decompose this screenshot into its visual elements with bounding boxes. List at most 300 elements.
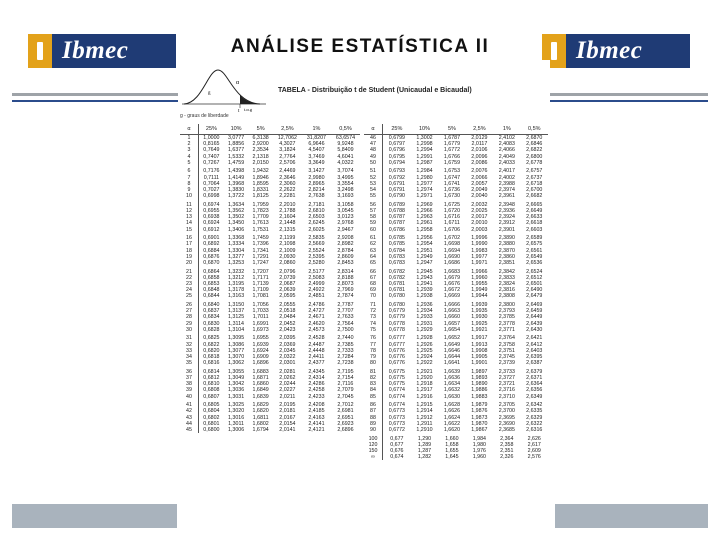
degrees-of-freedom-cell: 78 xyxy=(364,348,383,354)
critical-value-cell: 2,326 xyxy=(500,454,514,461)
degrees-of-freedom-cell: 1 xyxy=(180,135,199,142)
degrees-of-freedom-cell: 46 xyxy=(364,135,383,142)
critical-value-cell: 2,3705 xyxy=(498,402,515,409)
critical-value-cell: 2,6364 xyxy=(526,381,543,388)
column-header-level: 0,5% xyxy=(331,124,360,135)
critical-value-cell: 2,7969 xyxy=(337,287,354,294)
critical-value-cell: 2,4286 xyxy=(308,381,325,388)
degrees-of-freedom-cell: 88 xyxy=(364,415,383,421)
critical-value-cell: 2,4487 xyxy=(308,341,325,348)
degrees-of-freedom-cell: 86 xyxy=(364,400,383,409)
critical-value-cell: 0,6780 xyxy=(388,293,405,300)
degrees-of-freedom-cell: 67 xyxy=(364,275,383,281)
critical-value-cell: 2,0739 xyxy=(279,274,296,281)
critical-value-cell: 2,3880 xyxy=(498,241,515,248)
critical-value-cell: 1,8125 xyxy=(252,193,269,200)
critical-value-cell: 1,6686 xyxy=(443,260,461,267)
column-header-level: 10% xyxy=(224,124,249,135)
critical-value-cell: 2,5524 xyxy=(308,247,325,254)
column-header-alpha: α xyxy=(364,124,383,135)
critical-value-cell: 1,660 xyxy=(445,435,459,442)
critical-value-cell: 1,2954 xyxy=(416,241,433,248)
degrees-of-freedom-cell: 30 xyxy=(180,327,199,333)
critical-value-cell: 2,8214 xyxy=(308,187,325,194)
degrees-of-freedom-cell: 100 xyxy=(364,433,383,442)
critical-value-cell: 2,3961 xyxy=(498,193,515,200)
ibmec-logo-left xyxy=(28,34,176,68)
critical-value-cell: 2,0129 xyxy=(471,135,488,141)
critical-value-cell: 0,6781 xyxy=(388,281,405,288)
critical-value-cell: 1,2963 xyxy=(416,214,433,221)
degrees-of-freedom-cell: 65 xyxy=(364,260,383,266)
critical-value-cell: 0,6780 xyxy=(388,302,405,309)
critical-value-cell: 2,6633 xyxy=(526,214,543,221)
critical-value-cell: 1,9886 xyxy=(471,387,488,394)
critical-value-cell: 0,6774 xyxy=(388,393,405,400)
t-table-left xyxy=(180,124,360,433)
critical-value-cell: 1,8856 xyxy=(227,141,245,148)
critical-value-cell: 0,6795 xyxy=(388,153,405,160)
degrees-of-freedom-cell: 18 xyxy=(180,248,199,254)
degrees-of-freedom-cell: 47 xyxy=(364,141,383,147)
critical-value-cell: 1,3722 xyxy=(227,193,245,200)
critical-value-cell: 2,6379 xyxy=(526,368,543,375)
critical-value-cell: 1,6679 xyxy=(443,274,461,281)
critical-value-cell: 2,0211 xyxy=(279,393,296,400)
critical-value-cell: 2,5669 xyxy=(308,241,325,248)
critical-value-cell: 1,9908 xyxy=(471,347,488,354)
critical-value-cell: 3,3649 xyxy=(308,159,325,166)
critical-value-cell: 2,6575 xyxy=(526,241,543,248)
degrees-of-freedom-cell: 24 xyxy=(180,287,199,293)
critical-value-cell: 1,7011 xyxy=(252,314,269,321)
logo-wordmark: Ibmec xyxy=(62,37,129,64)
degrees-of-freedom-cell: ∞ xyxy=(364,454,383,460)
critical-value-cell: 0,6791 xyxy=(388,187,405,194)
critical-value-cell: 1,3450 xyxy=(227,220,245,227)
critical-value-cell: 1,7531 xyxy=(252,226,269,233)
table-row xyxy=(364,400,548,409)
critical-value-cell: 2,0281 xyxy=(279,368,296,375)
critical-value-cell: 1,6871 xyxy=(252,375,269,382)
critical-value-cell: 1,6646 xyxy=(443,347,461,354)
critical-value-cell: 1,2915 xyxy=(416,402,433,409)
critical-value-cell: 1,3502 xyxy=(227,214,245,221)
degrees-of-freedom-cell: 15 xyxy=(180,227,199,233)
critical-value-cell: 1,3031 xyxy=(227,393,245,400)
critical-value-cell: 0,6778 xyxy=(388,320,405,327)
critical-value-cell: 2,6536 xyxy=(526,260,543,267)
degrees-of-freedom-cell: 73 xyxy=(364,314,383,320)
critical-value-cell: 0,6775 xyxy=(388,381,405,388)
critical-value-cell: 1,6698 xyxy=(443,241,461,248)
critical-value-cell: 2,3860 xyxy=(498,253,515,260)
critical-value-cell: 0,6974 xyxy=(203,201,220,208)
critical-value-cell: 2,6649 xyxy=(526,208,543,215)
critical-value-cell: 1,6747 xyxy=(443,174,461,181)
degrees-of-freedom-cell: 16 xyxy=(180,233,199,242)
critical-value-cell: 2,4377 xyxy=(308,360,325,367)
critical-value-cell: 0,6775 xyxy=(388,368,405,375)
degrees-of-freedom-cell: 70 xyxy=(364,293,383,299)
critical-value-cell: 2,1318 xyxy=(252,153,269,160)
critical-value-cell: 1,9996 xyxy=(471,235,488,242)
critical-value-cell: 2,4049 xyxy=(498,153,515,160)
critical-value-cell: 1,7959 xyxy=(252,201,269,208)
critical-value-cell: 1,3968 xyxy=(227,180,245,187)
critical-value-cell: 0,6955 xyxy=(203,208,220,215)
critical-value-cell: 2,4314 xyxy=(308,375,325,382)
critical-value-cell: 2,0017 xyxy=(471,214,488,221)
t-student-table-sheet xyxy=(178,60,550,536)
critical-value-cell: 2,0595 xyxy=(279,293,296,300)
critical-value-cell: 1,658 xyxy=(445,441,459,448)
critical-value-cell: 1,6632 xyxy=(443,387,461,394)
critical-value-cell: 0,6812 xyxy=(203,375,220,382)
critical-value-cell: 2,3733 xyxy=(498,368,515,375)
footer-bar-left xyxy=(12,504,177,528)
critical-value-cell: 0,6784 xyxy=(388,247,405,254)
critical-value-cell: 2,0369 xyxy=(279,341,296,348)
degrees-of-freedom-cell: 89 xyxy=(364,421,383,427)
degrees-of-freedom-cell: 54 xyxy=(364,187,383,193)
critical-value-cell: 2,4141 xyxy=(308,420,325,427)
critical-value-cell: 1,2956 xyxy=(416,235,433,242)
critical-value-cell: 1,3020 xyxy=(227,408,245,415)
critical-value-cell: 1,2931 xyxy=(416,320,433,327)
critical-value-cell: 0,6864 xyxy=(203,268,220,275)
table-row xyxy=(180,366,360,375)
critical-value-cell: 1,2928 xyxy=(416,335,433,342)
critical-value-cell: 2,8784 xyxy=(337,247,354,254)
critical-value-cell: 1,6377 xyxy=(227,147,245,154)
degrees-of-freedom-cell: 80 xyxy=(364,360,383,366)
critical-value-cell: 0,6816 xyxy=(203,360,220,367)
critical-value-cell: 2,4727 xyxy=(308,308,325,315)
critical-value-cell: 0,6814 xyxy=(203,368,220,375)
critical-value-cell: 1,3011 xyxy=(228,420,244,427)
critical-value-cell: 1,9983 xyxy=(471,247,488,254)
critical-value-cell: 0,6786 xyxy=(388,226,405,233)
critical-value-cell: 2,4345 xyxy=(308,368,325,375)
degrees-of-freedom-cell: 150 xyxy=(364,448,383,454)
critical-value-cell: 2,7764 xyxy=(279,153,296,160)
critical-value-cell: 2,6923 xyxy=(337,420,354,427)
critical-value-cell: 1,9890 xyxy=(471,381,488,388)
degrees-of-freedom-cell: 55 xyxy=(364,193,383,199)
degrees-of-freedom-cell: 3 xyxy=(180,147,199,153)
critical-value-cell: 2,3948 xyxy=(498,201,515,208)
critical-value-cell: 0,676 xyxy=(390,448,404,455)
critical-value-cell: 2,6981 xyxy=(337,408,354,415)
critical-value-cell: 2,6322 xyxy=(526,420,543,427)
critical-value-cell: 2,0086 xyxy=(471,159,488,166)
critical-value-cell: 1,6991 xyxy=(252,320,269,327)
critical-value-cell: 2,4102 xyxy=(498,135,515,141)
critical-value-cell: 2,0555 xyxy=(279,302,296,309)
critical-value-cell: 1,9876 xyxy=(471,408,488,415)
critical-value-cell: 1,2971 xyxy=(416,193,433,200)
degrees-of-freedom-cell: 21 xyxy=(180,266,199,275)
critical-value-cell: 1,3368 xyxy=(227,235,245,242)
critical-value-cell: 2,0322 xyxy=(279,354,296,361)
critical-value-cell: 1,6622 xyxy=(443,420,461,427)
critical-value-cell: 2,6896 xyxy=(337,427,354,434)
column-header-alpha: α xyxy=(180,124,199,135)
critical-value-cell: 2,3721 xyxy=(498,381,515,388)
critical-value-cell: 1,645 xyxy=(445,454,459,461)
degrees-of-freedom-cell: 66 xyxy=(364,266,383,275)
critical-value-cell: 1,3062 xyxy=(227,360,245,367)
critical-value-cell: 3,4995 xyxy=(337,174,354,181)
critical-value-cell: 2,3912 xyxy=(498,220,515,227)
critical-value-cell: 1,6829 xyxy=(252,402,269,409)
critical-value-cell: 3,0123 xyxy=(337,214,354,221)
critical-value-cell: 0,6779 xyxy=(388,308,405,315)
critical-value-cell: 9,9248 xyxy=(337,141,354,148)
critical-value-cell: 0,6853 xyxy=(203,281,220,288)
critical-value-cell: 2,1199 xyxy=(279,235,296,242)
critical-value-cell: 2,0452 xyxy=(279,320,296,327)
ibmec-i-mark-icon xyxy=(28,34,52,68)
critical-value-cell: 2,0010 xyxy=(471,220,488,227)
critical-value-cell: 0,6787 xyxy=(388,220,405,227)
degrees-of-freedom-cell: 26 xyxy=(180,300,199,309)
critical-value-cell: 0,6808 xyxy=(203,387,220,394)
degrees-of-freedom-cell: 23 xyxy=(180,281,199,287)
degrees-of-freedom-cell: 41 xyxy=(180,400,199,409)
critical-value-cell: 1,6787 xyxy=(443,135,461,141)
critical-value-cell: 1,7056 xyxy=(252,302,269,309)
degrees-of-freedom-cell: 69 xyxy=(364,287,383,293)
critical-value-cell: 1,6676 xyxy=(443,281,461,288)
critical-value-cell: 1,6694 xyxy=(443,247,461,254)
critical-value-cell: 1,3042 xyxy=(227,381,245,388)
critical-value-cell: 0,7027 xyxy=(203,187,220,194)
critical-value-cell: 2,6395 xyxy=(526,354,543,361)
column-header-level: 2,5% xyxy=(466,124,493,135)
critical-value-cell: 63,6574 xyxy=(335,135,356,141)
critical-value-cell: 2,5835 xyxy=(308,235,325,242)
critical-value-cell: 1,2991 xyxy=(416,153,433,160)
critical-value-cell: 1,6652 xyxy=(443,335,461,342)
critical-value-cell: 1,6636 xyxy=(443,375,461,382)
critical-value-cell: 1,6672 xyxy=(443,287,461,294)
critical-value-cell: 2,6316 xyxy=(526,427,543,434)
critical-value-cell: 2,3534 xyxy=(252,147,269,154)
critical-value-cell: 1,6624 xyxy=(443,414,461,421)
critical-value-cell: 2,3778 xyxy=(498,320,515,327)
critical-value-cell: 1,9432 xyxy=(252,168,269,175)
critical-value-cell: 0,6802 xyxy=(203,414,220,421)
critical-value-cell: 1,2984 xyxy=(416,168,433,175)
degrees-of-freedom-cell: 43 xyxy=(180,415,199,421)
critical-value-cell: 2,0796 xyxy=(279,268,296,275)
critical-value-cell: 3,2498 xyxy=(337,187,354,194)
column-header-level: 0,5% xyxy=(521,124,548,135)
degrees-of-freedom-cell: 29 xyxy=(180,321,199,327)
critical-value-cell: 2,4448 xyxy=(308,347,325,354)
critical-value-cell: 1,8946 xyxy=(252,174,269,181)
critical-value-cell: 2,4528 xyxy=(308,335,325,342)
critical-value-cell: 3,0545 xyxy=(337,208,354,215)
critical-value-cell: 2,6822 xyxy=(526,147,543,154)
critical-value-cell: 1,9917 xyxy=(471,335,488,342)
critical-value-cell: 2,6459 xyxy=(526,308,543,315)
critical-value-cell: 0,6783 xyxy=(388,253,405,260)
critical-value-cell: 2,4851 xyxy=(308,293,325,300)
critical-value-cell: 1,9977 xyxy=(471,253,488,260)
critical-value-cell: 2,3816 xyxy=(498,287,515,294)
critical-value-cell: 0,6777 xyxy=(388,335,405,342)
critical-value-cell: 2,0032 xyxy=(471,201,488,208)
degrees-of-freedom-cell: 10 xyxy=(180,193,199,199)
critical-value-cell: 0,6830 xyxy=(203,320,220,327)
critical-value-cell: 2,3785 xyxy=(498,314,515,321)
critical-value-cell: 2,351 xyxy=(500,448,514,455)
critical-value-cell: 0,6807 xyxy=(203,393,220,400)
critical-value-cell: 2,0195 xyxy=(279,402,296,409)
critical-value-cell: 1,0000 xyxy=(203,135,220,141)
critical-value-cell: 1,7207 xyxy=(252,268,269,275)
table-row xyxy=(364,199,548,208)
critical-value-cell: 2,4121 xyxy=(308,427,325,434)
critical-value-cell: 2,7440 xyxy=(337,335,354,342)
critical-value-cell: 2,0687 xyxy=(279,281,296,288)
degrees-of-freedom-cell: 40 xyxy=(180,394,199,400)
critical-value-cell: 0,7649 xyxy=(203,147,220,154)
critical-value-cell: 1,9897 xyxy=(471,368,488,375)
critical-value-cell: 2,6342 xyxy=(526,402,543,409)
critical-value-cell: 1,7341 xyxy=(252,247,269,254)
column-header-level: 25% xyxy=(199,124,224,135)
degrees-of-freedom-cell: 39 xyxy=(180,387,199,393)
degrees-of-freedom-cell: 71 xyxy=(364,300,383,309)
critical-value-cell: 1,6860 xyxy=(252,381,269,388)
critical-value-cell: 2,0395 xyxy=(279,335,296,342)
column-header-level: 25% xyxy=(383,124,411,135)
critical-value-cell: 2,6503 xyxy=(308,214,325,221)
critical-value-cell: 2,0262 xyxy=(279,375,296,382)
critical-value-cell: 1,3562 xyxy=(227,208,245,215)
table-row xyxy=(180,233,360,242)
critical-value-cell: 2,0066 xyxy=(471,174,488,181)
critical-value-cell: 0,6773 xyxy=(388,408,405,415)
column-header-level: 10% xyxy=(411,124,438,135)
critical-value-cell: 0,6840 xyxy=(203,302,220,309)
critical-value-cell: 2,9208 xyxy=(337,235,354,242)
critical-value-cell: 1,287 xyxy=(417,448,432,455)
critical-value-cell: 1,2958 xyxy=(416,226,433,233)
critical-value-cell: 0,6789 xyxy=(388,201,405,208)
curve-g-label: g xyxy=(208,91,211,96)
critical-value-cell: 0,6782 xyxy=(388,274,405,281)
critical-value-cell: 2,6421 xyxy=(526,335,543,342)
critical-value-cell: 2,0860 xyxy=(279,260,296,267)
table-row xyxy=(180,300,360,309)
critical-value-cell: 2,3695 xyxy=(498,414,515,421)
curve-alpha-label: α xyxy=(236,80,240,86)
critical-value-cell: 1,7081 xyxy=(252,293,269,300)
degrees-of-freedom-cell: 49 xyxy=(364,154,383,160)
critical-value-cell: 2,3974 xyxy=(498,187,515,194)
degrees-of-freedom-cell: 48 xyxy=(364,147,383,153)
critical-value-cell: 2,364 xyxy=(500,435,514,442)
critical-value-cell: 1,3086 xyxy=(227,341,245,348)
critical-value-cell: 3,1058 xyxy=(337,201,354,208)
critical-value-cell: 1,3104 xyxy=(227,326,245,333)
critical-value-cell: 0,6901 xyxy=(203,235,220,242)
critical-value-cell: 2,6403 xyxy=(526,347,543,354)
critical-value-cell: 0,6796 xyxy=(388,147,405,154)
critical-value-cell: 1,3077 xyxy=(227,347,245,354)
critical-value-cell: 2,0141 xyxy=(279,427,296,434)
critical-value-cell: 0,8165 xyxy=(203,141,220,148)
critical-value-cell: 2,6718 xyxy=(526,180,543,187)
critical-value-cell: 0,6797 xyxy=(388,141,405,148)
critical-value-cell: 1,7109 xyxy=(252,287,269,294)
critical-value-cell: 1,9901 xyxy=(471,360,488,367)
critical-value-cell: 1,6657 xyxy=(443,320,461,327)
critical-value-cell: 1,6654 xyxy=(443,326,461,333)
critical-value-cell: 2,5395 xyxy=(308,253,325,260)
critical-value-cell: 0,6804 xyxy=(203,408,220,415)
critical-value-cell: 1,289 xyxy=(417,441,432,448)
critical-value-cell: 0,6794 xyxy=(388,159,405,166)
degrees-of-freedom-cell: 61 xyxy=(364,233,383,242)
critical-value-cell: 2,8453 xyxy=(337,260,354,267)
column-header-level: 5% xyxy=(248,124,273,135)
critical-value-cell: 1,6811 xyxy=(252,414,269,421)
critical-value-cell: 3,1824 xyxy=(279,147,296,154)
degrees-of-freedom-cell: 64 xyxy=(364,254,383,260)
critical-value-cell: 2,6439 xyxy=(526,320,543,327)
critical-value-cell: 1,2921 xyxy=(416,368,433,375)
table-row xyxy=(364,433,548,442)
critical-value-cell: 1,6772 xyxy=(443,147,461,154)
critical-value-cell: 0,6787 xyxy=(388,214,405,221)
degrees-of-freedom-cell: 22 xyxy=(180,275,199,281)
critical-value-cell: 1,976 xyxy=(472,448,486,455)
critical-value-cell: 0,6775 xyxy=(388,375,405,382)
critical-value-cell: 2,1604 xyxy=(279,214,296,221)
critical-value-cell: 2,4002 xyxy=(498,174,515,181)
degrees-of-freedom-cell: 8 xyxy=(180,181,199,187)
critical-value-cell: 2,3793 xyxy=(498,308,515,315)
degrees-of-freedom-cell: 90 xyxy=(364,427,383,433)
degrees-of-freedom-cell: 33 xyxy=(180,348,199,354)
critical-value-cell: 1,7709 xyxy=(252,214,269,221)
degrees-of-freedom-cell: 82 xyxy=(364,375,383,381)
critical-value-cell: 2,3924 xyxy=(498,214,515,221)
critical-value-cell: 1,3125 xyxy=(227,314,245,321)
critical-value-cell: 2,3988 xyxy=(498,180,515,187)
critical-value-cell: 1,9921 xyxy=(471,326,488,333)
critical-value-cell: 2,8314 xyxy=(337,268,354,275)
critical-value-cell: 0,6785 xyxy=(388,235,405,242)
critical-value-cell: 0,6781 xyxy=(388,287,405,294)
critical-value-cell: 2,0096 xyxy=(471,153,488,160)
critical-value-cell: 1,2936 xyxy=(416,302,433,309)
degrees-of-freedom-cell: 2 xyxy=(180,141,199,147)
critical-value-cell: 2,6846 xyxy=(526,141,543,148)
critical-value-cell: 2,1009 xyxy=(279,247,296,254)
critical-value-cell: 2,3646 xyxy=(279,174,296,181)
degrees-of-freedom-cell: 72 xyxy=(364,308,383,314)
critical-value-cell: 1,3163 xyxy=(227,293,245,300)
critical-value-cell: 1,6649 xyxy=(443,341,461,348)
critical-value-cell: 1,2949 xyxy=(416,253,433,260)
